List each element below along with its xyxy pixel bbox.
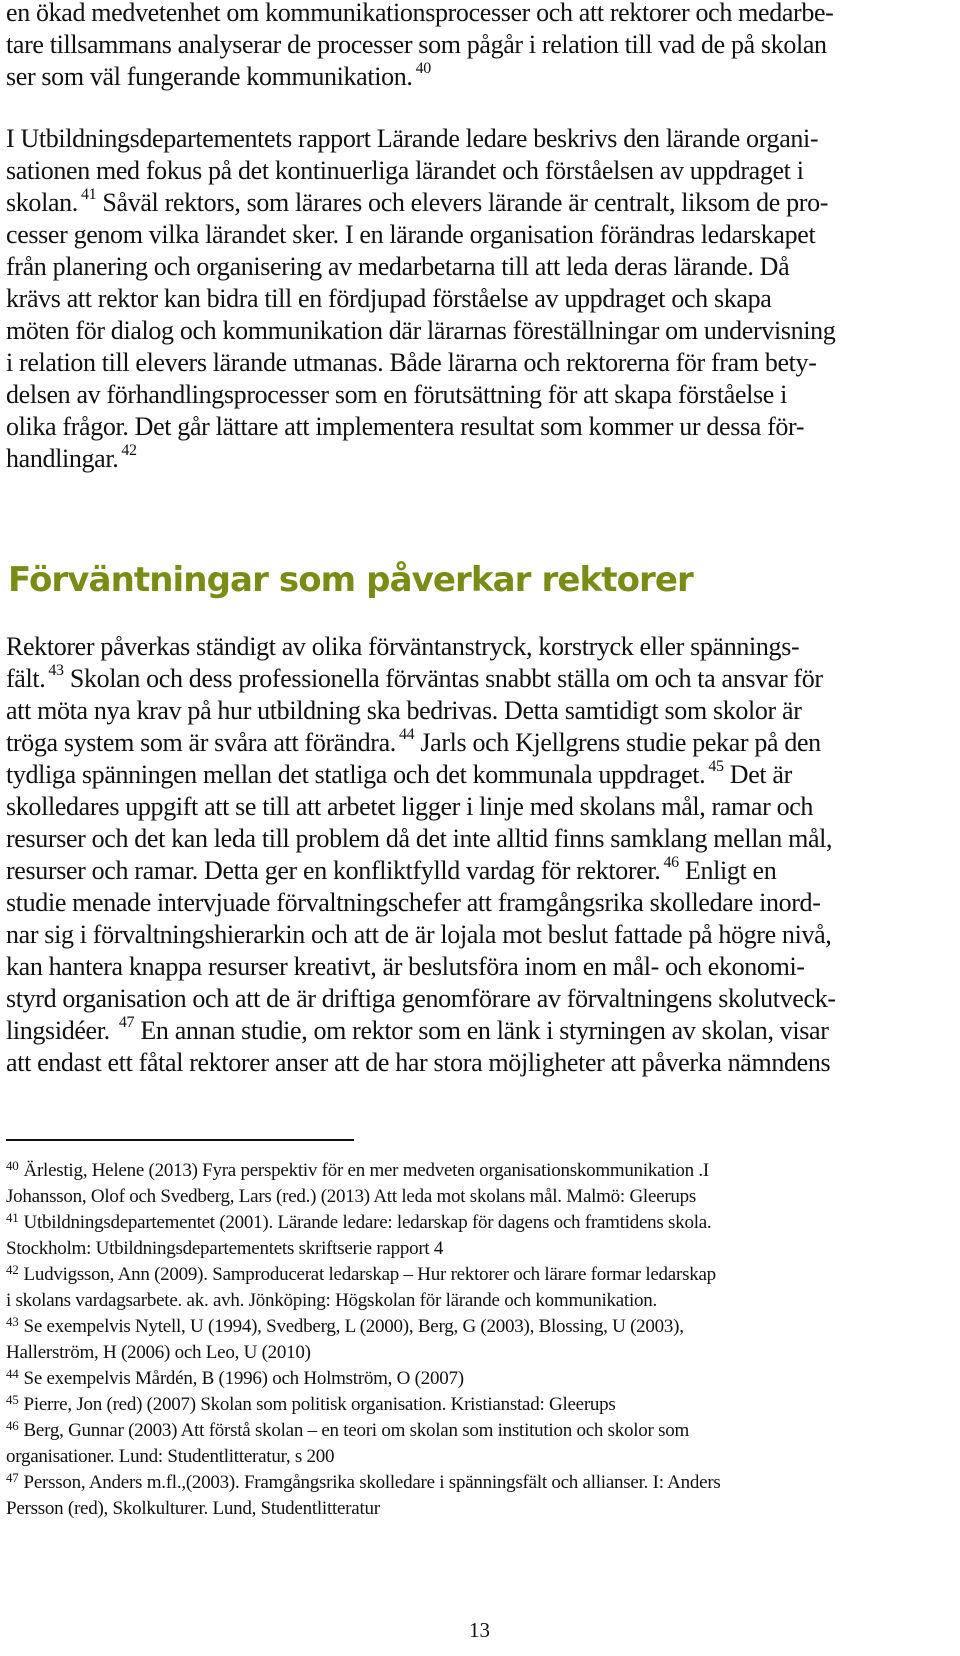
body-line-text: skolan. (6, 188, 78, 217)
footnote-43 (6, 1314, 684, 1340)
body-line-text: Skolan och dess professionella förväntas snabbt ställa om och ta ansvar för (69, 664, 823, 693)
body-line-text: Jarls och Kjellgrens studie pekar på den (420, 728, 821, 757)
body-line: cesser genom vilka lärandet sker. I en lärande organisation förändras ledarskapet (6, 220, 816, 249)
body-line-text: Enligt en (684, 856, 777, 885)
body-line-text: handlingar. (6, 444, 119, 473)
footnote-ref-46[interactable]: 46 (663, 854, 679, 871)
body-line (6, 187, 828, 219)
footnote-line: Persson (red), Skolkulturer. Lund, Studentlitteratur (6, 1498, 380, 1519)
footnote-ref-44[interactable]: 44 (398, 726, 415, 743)
section-heading: Förväntningar som påverkar rektorer (8, 560, 693, 600)
body-line-text: Såväl rektors, som lärares och elevers lärande är centralt, liksom de pro- (102, 188, 829, 217)
footnote-number: 41 (6, 1210, 19, 1225)
body-line-text: lingsidéer. (6, 1016, 110, 1045)
footnote-text: Ärlestig, Helene (2013) Fyra perspektiv för en mer medveten organisationskommunikation .I (23, 1160, 709, 1181)
body-line (6, 61, 431, 93)
page-number: 13 (469, 1618, 490, 1642)
footnote-44 (6, 1366, 464, 1392)
body-line: krävs att rektor kan bidra till en fördjupad förståelse av uppdraget och skapa (6, 284, 772, 313)
footnote-text: Pierre, Jon (red) (2007) Skolan som politisk organisation. Kristianstad: Gleerups (23, 1394, 616, 1415)
footnote-number: 42 (6, 1262, 19, 1277)
footnote-number: 45 (6, 1392, 19, 1407)
footnote-ref-45[interactable]: 45 (708, 758, 724, 775)
body-line: styrd organisation och att de är driftiga genomförare av förvaltningens skolutveck- (6, 984, 836, 1013)
footnote-line: i skolans vardagsarbete. ak. avh. Jönköping: Högskolan för lärande och kommunikation. (6, 1290, 657, 1311)
footnote-text: Se exempelvis Mårdén, B (1996) och Holmström, O (2007) (23, 1368, 464, 1389)
body-line (6, 855, 776, 887)
footnote-number: 43 (6, 1314, 19, 1329)
body-line: studie menade intervjuade förvaltningschefer att framgångsrika skolledare inord- (6, 888, 821, 917)
footnote-number: 47 (6, 1470, 19, 1485)
body-line: möten för dialog och kommunikation där lärarnas föreställningar om undervisning (6, 316, 836, 345)
body-line (6, 663, 823, 695)
body-line-text: En annan studie, om rektor som en länk i styrningen av skolan, visar (140, 1016, 829, 1045)
footnote-text: Utbildningsdepartementet (2001). Lärande ledare: ledarskap för dagens och framtidens skola. (23, 1212, 712, 1233)
footnote-text: Ludvigsson, Ann (2009). Samproducerat ledarskap – Hur rektorer och lärare formar ledarskap (23, 1264, 716, 1285)
footnote-ref-42[interactable]: 42 (121, 442, 137, 459)
body-line: att endast ett fåtal rektorer anser att de har stora möjligheter att påverka nämndens (6, 1048, 831, 1077)
body-line: sationen med fokus på det kontinuerliga lärandet och förståelsen av uppdraget i (6, 156, 804, 185)
body-line: från planering och organisering av medarbetarna till att leda deras lärande. Då (6, 252, 790, 281)
footnote-text: Berg, Gunnar (2003) Att förstå skolan – en teori om skolan som institution och skolor som (23, 1420, 690, 1441)
body-line (6, 1015, 829, 1047)
footnote-ref-47[interactable]: 47 (118, 1014, 135, 1031)
body-line: olika frågor. Det går lättare att implementera resultat som kommer ur dessa för- (6, 412, 805, 441)
footnote-ref-40[interactable]: 40 (415, 60, 431, 77)
footnote-line: organisationer. Lund: Studentlitteratur, s 200 (6, 1446, 335, 1467)
footnote-number: 40 (6, 1158, 19, 1173)
body-line: nar sig i förvaltningshierarkin och att de är lojala mot beslut fattade på högre nivå, (6, 920, 832, 949)
body-line (6, 727, 821, 759)
footnote-ref-43[interactable]: 43 (48, 662, 64, 679)
body-line-text: tydliga spänningen mellan det statliga och det kommunala uppdraget. (6, 760, 706, 789)
body-line: en ökad medvetenhet om kommunikationsprocesser och att rektorer och medarbe- (6, 0, 834, 27)
footnote-40 (6, 1158, 709, 1184)
body-line: skolledares uppgift att se till att arbetet ligger i linje med skolans mål, ramar och (6, 792, 814, 821)
footnote-number: 46 (6, 1418, 19, 1433)
body-line: kan hantera knappa resurser kreativt, är beslutsföra inom en mål- och ekonomi- (6, 952, 805, 981)
body-line: resurser och det kan leda till problem då det inte alltid finns samklang mellan mål, (6, 824, 833, 853)
footnote-47 (6, 1470, 721, 1496)
footnote-line: Stockholm: Utbildningsdepartementets skriftserie rapport 4 (6, 1238, 444, 1259)
footnote-number: 44 (6, 1366, 19, 1381)
footnote-line: Hallerström, H (2006) och Leo, U (2010) (6, 1342, 311, 1363)
footnote-45 (6, 1392, 616, 1418)
footnote-ref-41[interactable]: 41 (80, 186, 97, 203)
footnote-line: Johansson, Olof och Svedberg, Lars (red.) (2013) Att leda mot skolans mål. Malmö: Gleerups (6, 1186, 697, 1207)
body-line (6, 443, 137, 475)
body-line: Rektorer påverkas ständigt av olika förväntanstryck, korstryck eller spännings- (6, 632, 800, 661)
footnote-text: Se exempelvis Nytell, U (1994), Svedberg, L (2000), Berg, G (2003), Blossing, U (2003), (23, 1316, 684, 1337)
footnote-separator (6, 1139, 354, 1141)
footnote-42 (6, 1262, 716, 1288)
body-line (6, 759, 792, 791)
body-line: att möta nya krav på hur utbildning ska bedrivas. Detta samtidigt som skolor är (6, 696, 802, 725)
body-line-text: ser som väl fungerande kommunikation. (6, 62, 413, 91)
footnote-41 (6, 1210, 711, 1236)
body-line: tare tillsammans analyserar de processer som pågår i relation till vad de på skolan (6, 30, 827, 59)
body-line: i relation till elevers lärande utmanas. Både lärarna och rektorerna för fram bety- (6, 348, 817, 377)
body-line: I Utbildningsdepartementets rapport Lärande ledare beskrivs den lärande organi- (6, 124, 819, 153)
body-line-text: resurser och ramar. Detta ger en konfliktfylld vardag för rektorer. (6, 856, 661, 885)
body-line-text: tröga system som är svåra att förändra. (6, 728, 396, 757)
body-line-text: Det är (729, 760, 792, 789)
footnote-text: Persson, Anders m.fl.,(2003). Framgångsrika skolledare i spänningsfält och allianser. I: Anders (23, 1472, 721, 1493)
footnote-46 (6, 1418, 689, 1444)
body-line: delsen av förhandlingsprocesser som en förutsättning för att skapa förståelse i (6, 380, 788, 409)
body-line-text: fält. (6, 664, 46, 693)
